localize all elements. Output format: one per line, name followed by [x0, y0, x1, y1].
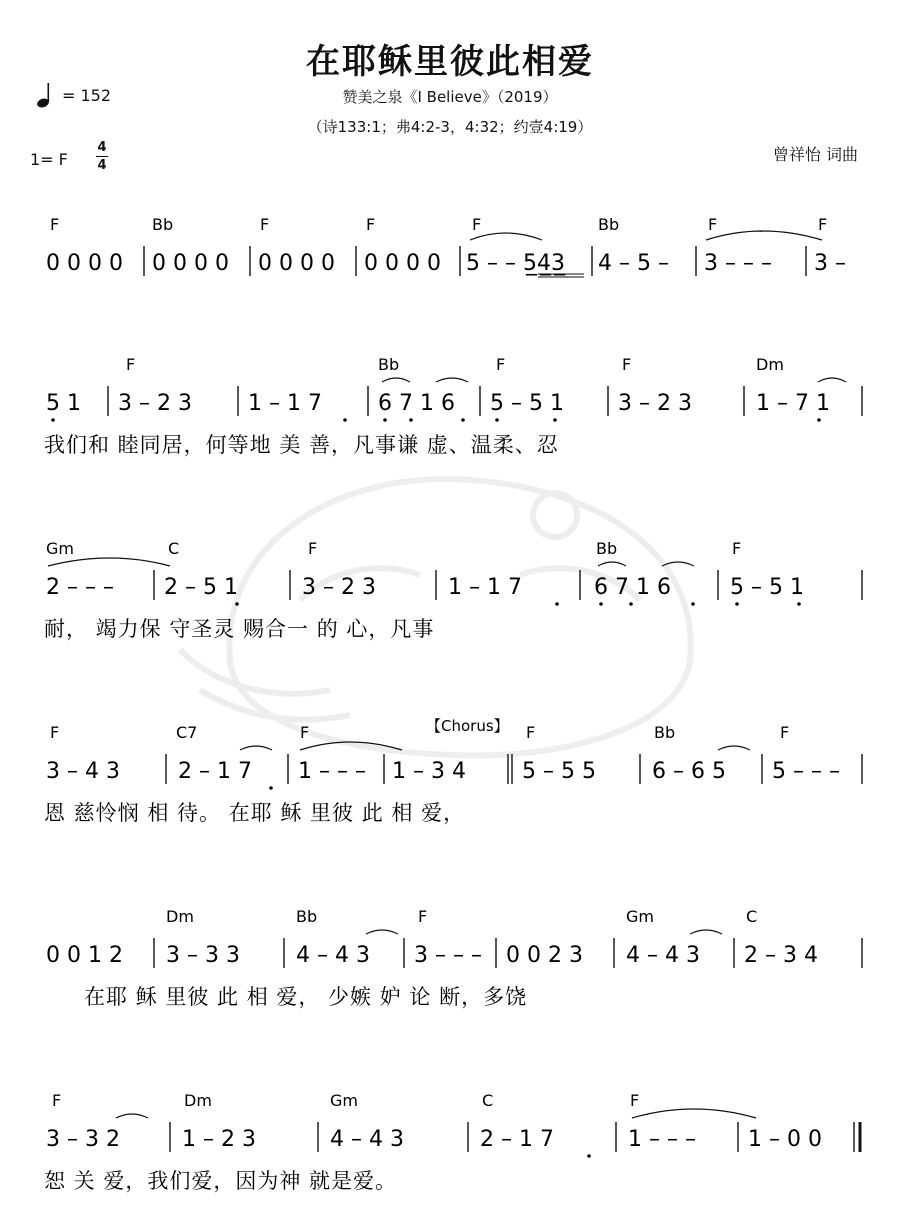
lyric-line: 我们和 睦同居，何等地 美 善，凡事谦 虚、温柔、忍 [44, 433, 559, 457]
ties [366, 930, 722, 934]
measure: 5 1 [46, 391, 81, 416]
song-title: 在耶稣里彼此相爱 [306, 42, 594, 82]
chord: F [300, 723, 310, 742]
chord: Bb [596, 539, 618, 558]
chord: Gm [626, 907, 654, 926]
album-subtitle: 赞美之泉《I Believe》（2019） [342, 88, 558, 106]
chord: F [526, 723, 536, 742]
measure: 6 7 1 6 [378, 391, 455, 416]
ties [240, 742, 750, 750]
ties [48, 558, 694, 566]
measure: 4 – 4 3 [296, 943, 370, 968]
time-signature-bottom: 4 [97, 158, 107, 173]
measure: 2 – 1 7 [480, 1127, 554, 1152]
measure: 3 – 2 3 [302, 575, 376, 600]
measure: 3 – 3 3 [166, 943, 240, 968]
measure: 2 – 3 4 [744, 943, 818, 968]
chord: C [168, 539, 180, 558]
chord: F [732, 539, 742, 558]
measure: 3 – [814, 251, 846, 276]
measure: 3 – 4 3 [46, 759, 120, 784]
measure: 1 – – – [298, 759, 366, 784]
measure: 4 – 5 – [598, 251, 669, 276]
measure: 0 0 0 0 [258, 251, 335, 276]
measure: 1 – 7 1 [756, 391, 830, 416]
lyric-line: 恩 慈怜悯 相 待。 在耶 稣 里彼 此 相 爱， [44, 801, 466, 825]
measure: 2 – – – [46, 575, 114, 600]
chord: F [50, 215, 60, 234]
key-signature: 1= F [30, 150, 68, 169]
measure: 2 – 5 1 [164, 575, 238, 600]
lyric-line: 在耶 稣 里彼 此 相 爱， 少嫉 妒 论 断，多饶 [84, 985, 528, 1009]
octave-dots [235, 602, 801, 606]
chord: F [496, 355, 506, 374]
score-line-1 [46, 215, 846, 277]
chord: Gm [46, 539, 74, 558]
octave-dots [587, 1154, 591, 1158]
measure: 2 – 1 7 [178, 759, 252, 784]
chord: F [308, 539, 318, 558]
measure: 0 0 0 0 [46, 251, 123, 276]
measure: 5 – – – [772, 759, 840, 784]
time-signature-top: 4 [97, 140, 107, 155]
chord: F [260, 215, 270, 234]
measure: 0 0 0 0 [152, 251, 229, 276]
chord: Bb [654, 723, 676, 742]
chord: F [52, 1091, 62, 1110]
chord: F [126, 355, 136, 374]
lyric-line: 恕 关 爱，我们爱，因为神 就是爱。 [44, 1169, 398, 1193]
measure: 1 – 3 4 [392, 759, 466, 784]
composer-credit: 曾祥怡 词曲 [772, 145, 858, 164]
measure: 3 – 3 2 [46, 1127, 120, 1152]
score-line-5 [46, 907, 862, 1010]
chord: Dm [756, 355, 784, 374]
measure: 3 – 2 3 [618, 391, 692, 416]
chord: C7 [176, 723, 198, 742]
chord: F [366, 215, 376, 234]
measure: 6 – 6 5 [652, 759, 726, 784]
chord: Bb [378, 355, 400, 374]
measure: 1 – 1 7 [448, 575, 522, 600]
chord: Bb [152, 215, 174, 234]
chord: F [622, 355, 632, 374]
chord: C [482, 1091, 494, 1110]
chord: F [472, 215, 482, 234]
ties [116, 1109, 756, 1118]
measure: 0 0 0 0 [364, 251, 441, 276]
score-line-2 [44, 355, 862, 458]
measure: 4 – 4 3 [626, 943, 700, 968]
chord: F [780, 723, 790, 742]
chord: F [708, 215, 718, 234]
measure: 5 – – 5̲4̲3̲ [466, 251, 565, 276]
measure: 5 – 5 1 [490, 391, 564, 416]
chord: F [818, 215, 828, 234]
chord: F [50, 723, 60, 742]
octave-dots [269, 786, 273, 790]
chord: C [746, 907, 758, 926]
measure: 1 – 0 0 [748, 1127, 822, 1152]
measure: 1 – 2 3 [182, 1127, 256, 1152]
scripture-references: （诗133:1；弗4:2-3，4:32；约壹4:19） [307, 118, 593, 136]
measure: 1 – – – [628, 1127, 696, 1152]
chord: Bb [598, 215, 620, 234]
measure: 0 0 1 2 [46, 943, 123, 968]
measure: 0 0 2 3 [506, 943, 583, 968]
chord: F [418, 907, 428, 926]
barlines [166, 754, 862, 784]
tempo-marking: = 152 [62, 86, 112, 105]
measure: 3 – – – [414, 943, 482, 968]
measure: 5 – 5 1 [730, 575, 804, 600]
score-line-6 [44, 1091, 860, 1194]
chord: Bb [296, 907, 318, 926]
measure: 1 – 1 7 [248, 391, 322, 416]
measure: 5 – 5 5 [522, 759, 596, 784]
measure: 4 – 4 3 [330, 1127, 404, 1152]
chord: Gm [330, 1091, 358, 1110]
chord: Dm [184, 1091, 212, 1110]
barlines [108, 386, 862, 416]
score-line-4 [44, 717, 862, 826]
score-line-3 [44, 539, 862, 642]
ties [382, 378, 846, 382]
chord: F [630, 1091, 640, 1110]
ties [470, 231, 822, 240]
lyric-line: 耐， 竭力保 守圣灵 赐合一 的 心，凡事 [44, 617, 435, 641]
section-label-chorus: 【Chorus】 [426, 717, 509, 735]
measure: 3 – 2 3 [118, 391, 192, 416]
chord: Dm [166, 907, 194, 926]
octave-dots [51, 418, 821, 422]
measure: 6 7 1 6 [594, 575, 671, 600]
measure: 3 – – – [704, 251, 772, 276]
